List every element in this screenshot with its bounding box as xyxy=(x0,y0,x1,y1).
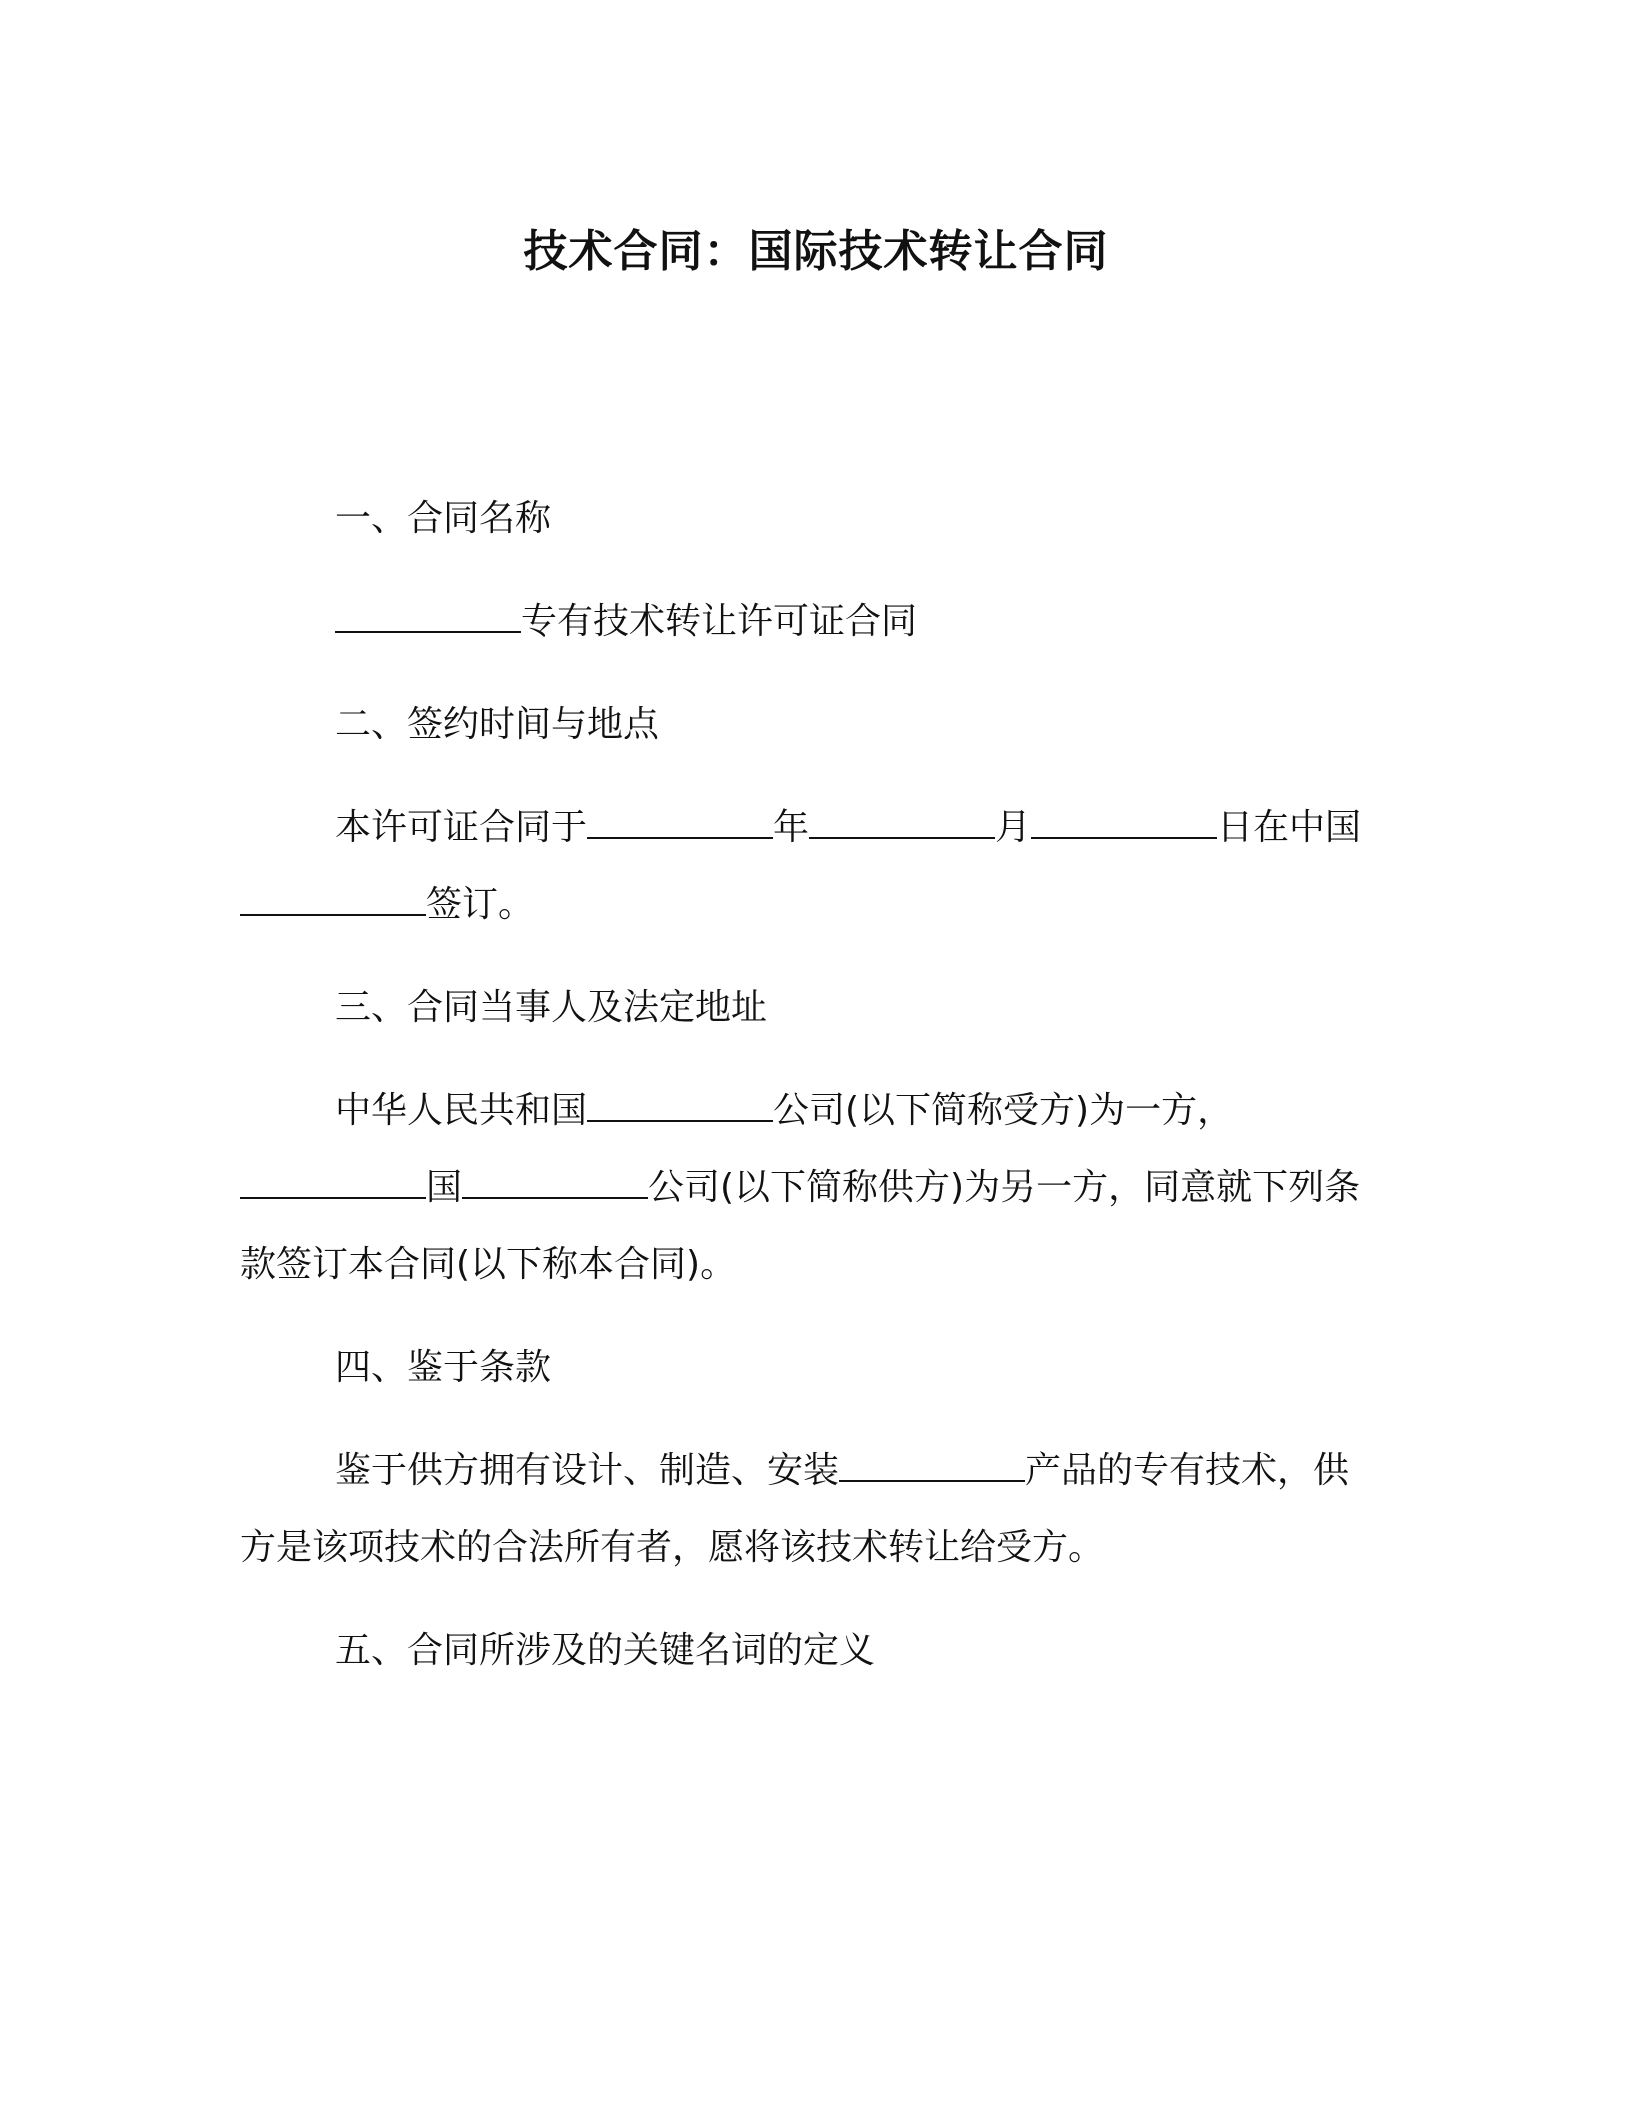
fill-in-blank[interactable] xyxy=(335,601,521,633)
licensor-company-blank[interactable] xyxy=(462,1167,648,1199)
year-blank[interactable] xyxy=(587,807,773,839)
section-3-line-3: 款签订本合同(以下称本合同)。 xyxy=(240,1244,737,1285)
section-2-line-1 xyxy=(335,803,1361,853)
product-blank[interactable] xyxy=(839,1450,1025,1482)
section-4-heading: 四、鉴于条款 xyxy=(335,1347,552,1388)
section-5-heading: 五、合同所涉及的关键名词的定义 xyxy=(335,1630,876,1671)
section-3-heading: 三、合同当事人及法定地址 xyxy=(335,987,768,1028)
month-blank[interactable] xyxy=(809,807,995,839)
place-blank[interactable] xyxy=(240,884,426,916)
text-segment: 年 xyxy=(773,807,810,848)
text-segment: 月 xyxy=(995,807,1032,848)
section-1-line-1 xyxy=(335,597,917,647)
section-4-line-2: 方是该项技术的合法所有者，愿将该技术转让给受方。 xyxy=(240,1527,1105,1568)
document-title: 技术合同：国际技术转让合同 xyxy=(523,226,1109,277)
text-segment: 公司(以下简称受方)为一方， xyxy=(773,1090,1234,1131)
text-segment: 产品的专有技术，供 xyxy=(1025,1450,1350,1491)
section-1-heading: 一、合同名称 xyxy=(335,498,552,539)
text-segment: 公司(以下简称供方)为另一方，同意就下列条 xyxy=(648,1167,1361,1208)
text-segment: 国 xyxy=(426,1167,463,1208)
section-3-line-1 xyxy=(335,1086,1233,1136)
licensee-company-blank[interactable] xyxy=(587,1090,773,1122)
text-segment: 鉴于供方拥有设计、制造、安装 xyxy=(335,1450,840,1491)
section-2-line-2 xyxy=(240,880,534,930)
section-2-heading: 二、签约时间与地点 xyxy=(335,704,660,745)
day-blank[interactable] xyxy=(1031,807,1217,839)
text-segment: 中华人民共和国 xyxy=(335,1090,588,1131)
contract-name-text: 专有技术转让许可证合同 xyxy=(521,601,918,642)
text-segment: 本许可证合同于 xyxy=(335,807,588,848)
section-4-line-1 xyxy=(335,1446,1349,1496)
licensor-country-blank[interactable] xyxy=(240,1167,426,1199)
text-segment: 日在中国 xyxy=(1217,807,1362,848)
section-3-line-2 xyxy=(240,1163,1360,1213)
text-segment: 签订。 xyxy=(426,884,535,925)
